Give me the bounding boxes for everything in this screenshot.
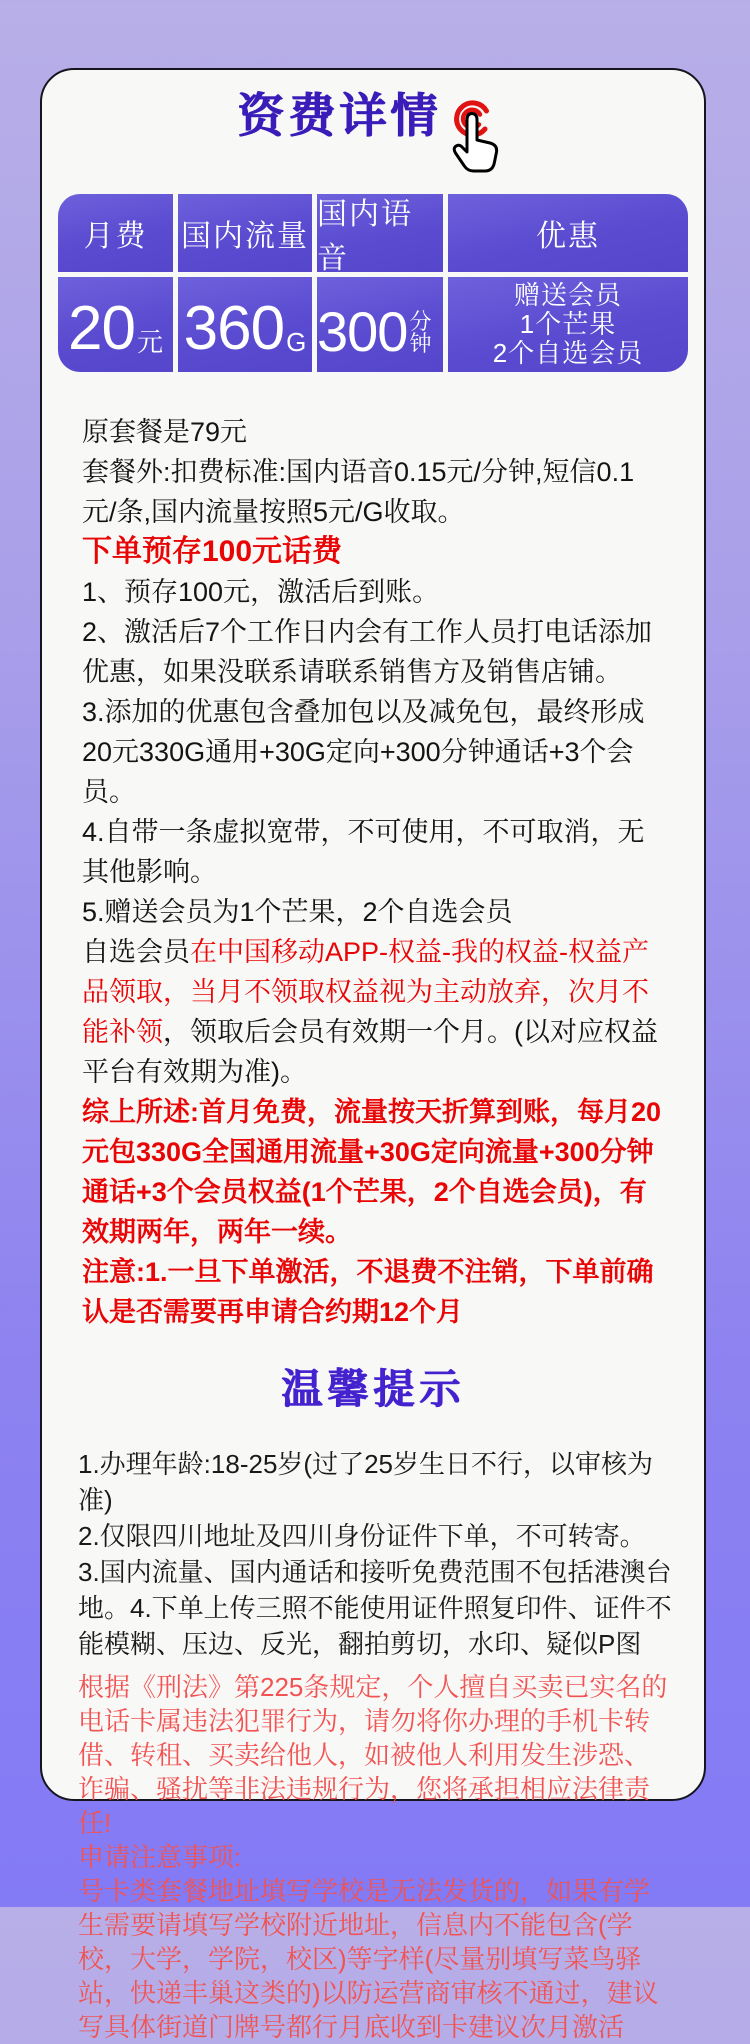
plan-table bbox=[58, 194, 688, 372]
voice-number: 300 bbox=[317, 300, 408, 363]
benefit-line: 赠送会员 bbox=[513, 280, 622, 310]
col-header-benefit: 优惠 bbox=[448, 194, 688, 272]
detail-item-1: 1、预存100元，激活后到账。 bbox=[82, 577, 440, 607]
overage-text: 套餐外:扣费标准:国内语音0.15元/分钟,短信0.1元/条,国内流量按照5元/G收取。 bbox=[82, 457, 635, 527]
title-row bbox=[42, 84, 704, 154]
tip-2: 2.仅限四川地址及四川身份证件下单，不可转寄。 bbox=[78, 1521, 646, 1551]
tip-1: 1.办理年龄:18-25岁(过了25岁生日不行，以审核为准) bbox=[78, 1449, 653, 1515]
page-title: 资费详情 bbox=[237, 89, 441, 142]
benefit-line: 2个自选会员 bbox=[492, 338, 644, 368]
fee-unit: 元 bbox=[136, 327, 163, 357]
col-header-data: 国内流量 bbox=[178, 194, 312, 272]
data-value bbox=[178, 277, 312, 372]
apply-notes-title: 申请注意事项: bbox=[78, 1842, 242, 1872]
plan-table-grid bbox=[58, 194, 688, 372]
monthly-fee-value bbox=[58, 277, 173, 372]
voice-unit: 分钟 bbox=[409, 309, 432, 356]
tips-title: 温馨提示 bbox=[281, 1366, 465, 1412]
member-claim-suffix: ，领取后会员有效期一个月。(以对应权益平台有效期为准)。 bbox=[82, 1017, 658, 1087]
detail-item-2: 2、激活后7个工作日内会有工作人员打电话添加优惠，如果没联系请联系销售方及销售店铺。 bbox=[82, 617, 653, 687]
tariff-details bbox=[82, 412, 668, 1332]
legal-warning: 根据《刑法》第225条规定，个人擅自买卖已实名的电话卡属违法犯罪行为，请勿将你办理的手机卡转借、转租、买卖给他人，如被他人利用发生涉恐、诈骗、骚扰等非法违规行为，您将承担相应法律责任! bbox=[78, 1672, 668, 1838]
benefit-value bbox=[448, 277, 688, 372]
notice-text: 注意:1.一旦下单激活，不退费不注销，下单前确认是否需要再申请合约期12个月 bbox=[82, 1257, 654, 1327]
col-header-monthly-fee: 月费 bbox=[58, 194, 173, 272]
tip-3: 3.国内流量、国内通话和接听免费范围不包括港澳台地。4.下单上传三照不能使用证件照复印件、证件不能模糊、压边、反光，翻拍剪切，水印、疑似P图 bbox=[78, 1557, 672, 1659]
data-number: 360 bbox=[183, 294, 285, 363]
tap-gesture-icon bbox=[445, 98, 509, 182]
fee-number: 20 bbox=[68, 294, 135, 363]
original-plan-text: 原套餐是79元 bbox=[82, 417, 248, 447]
detail-item-3: 3.添加的优惠包含叠加包以及减免包，最终形成20元330G通用+30G定向+300分钟通话+3个会员。 bbox=[82, 697, 645, 807]
voice-value bbox=[317, 277, 443, 372]
tips-block bbox=[78, 1446, 672, 2044]
detail-card bbox=[40, 68, 706, 2042]
member-claim-prefix: 自选会员 bbox=[82, 937, 190, 967]
summary-text: 综上所述:首月免费，流量按天折算到账，每月20元包330G全国通用流量+30G定向流量+300分钟通话+3个会员权益(1个芒果，2个自选会员)，有效期两年，两年一续。 bbox=[82, 1097, 662, 1247]
apply-notes-body: 号卡类套餐地址填写学校是无法发货的，如果有学生需要请填写学校附近地址，信息内不能包含(学校，大学，学院，校区)等字样(尽量别填写菜鸟驿站，快递丰巢这类的)以防运营商审核不通过，建议写具体街道门牌号都行月底收到卡建议次月激活 bbox=[78, 1876, 659, 2042]
member-claim-warning: 在中国移动APP-权益-我的权益-权益产品领取，当月不领取权益视为主动放弃，次月不能补领 bbox=[82, 937, 649, 1047]
data-unit: G bbox=[286, 327, 307, 357]
prestore-headline: 下单预存100元话费 bbox=[82, 535, 343, 568]
detail-item-4: 4.自带一条虚拟宽带，不可使用，不可取消，无其他影响。 bbox=[82, 817, 645, 887]
col-header-voice: 国内语音 bbox=[317, 194, 443, 272]
member-claim-text bbox=[82, 932, 668, 1092]
detail-item-5: 5.赠送会员为1个芒果，2个自选会员 bbox=[82, 897, 513, 927]
benefit-line: 1个芒果 bbox=[519, 309, 617, 339]
